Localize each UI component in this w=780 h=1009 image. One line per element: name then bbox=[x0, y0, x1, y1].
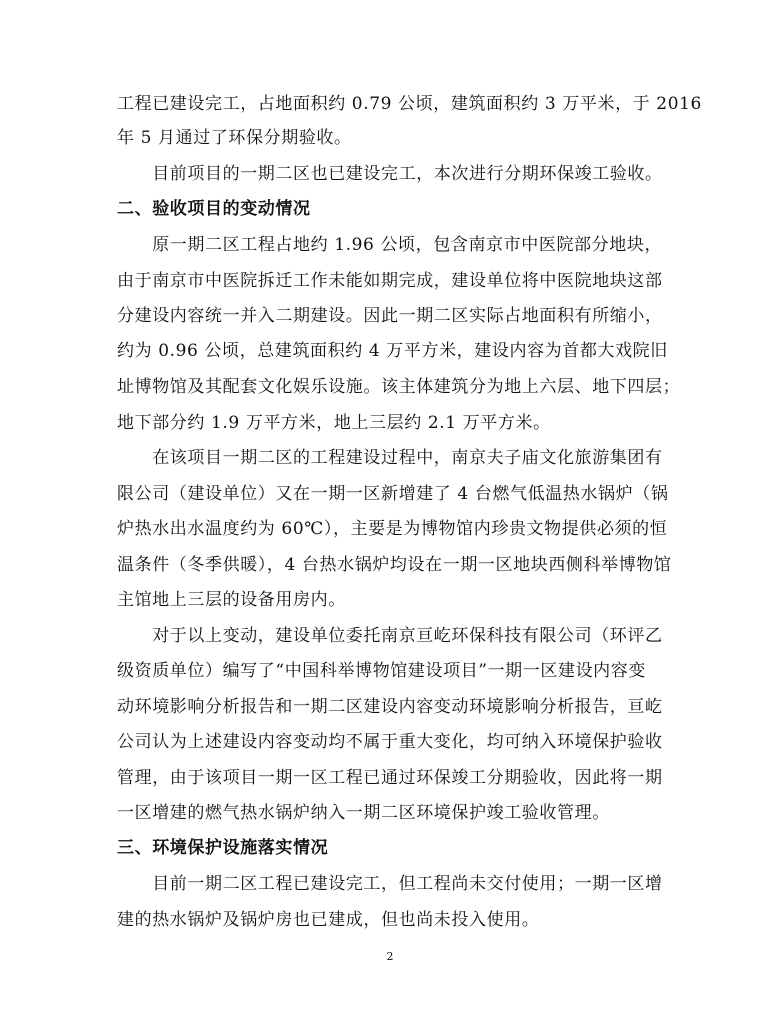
paragraph-line: 约为 0.96 公顷，总建筑面积约 4 万平方米，建设内容为首都大戏院旧 bbox=[117, 341, 668, 361]
paragraph-line: 限公司（建设单位）又在一期一区新增建了 4 台燃气低温热水锅炉（锅 bbox=[117, 484, 669, 504]
paragraph-line: 分建设内容统一并入二期建设。因此一期二区实际占地面积有所缩小， bbox=[117, 306, 663, 326]
paragraph-line: 工程已建设完工，占地面积约 0.79 公顷，建筑面积约 3 万平米，于 2016 bbox=[117, 94, 702, 114]
paragraph-line: 目前项目的一期二区也已建设完工，本次进行分期环保竣工验收。 bbox=[117, 164, 663, 184]
paragraph-line: 目前一期二区工程已建设完工，但工程尚未交付使用；一期一区增 bbox=[117, 874, 663, 894]
paragraph-line: 一区增建的燃气热水锅炉纳入一期二区环境保护竣工验收管理。 bbox=[117, 803, 610, 823]
paragraph-line: 炉热水出水温度约为 60℃），主要是为博物馆内珍贵文物提供必须的恒 bbox=[117, 519, 668, 539]
paragraph-line: 动环境影响分析报告和一期二区建设内容变动环境影响分析报告，亘屹 bbox=[117, 697, 663, 717]
page-number: 2 bbox=[386, 950, 394, 963]
section-heading: 二、验收项目的变动情况 bbox=[117, 199, 311, 219]
paragraph-line: 对于以上变动，建设单位委托南京亘屹环保科技有限公司（环评乙 bbox=[117, 626, 663, 646]
paragraph-line: 级资质单位）编写了“中国科举博物馆建设项目”一期一区建设内容变 bbox=[117, 661, 646, 681]
paragraph-line: 建的热水锅炉及锅炉房也已建成，但也尚未投入使用。 bbox=[117, 910, 540, 930]
paragraph-line: 地下部分约 1.9 万平方米，地上三层约 2.1 万平方米。 bbox=[117, 413, 551, 433]
paragraph-line: 公司认为上述建设内容变动均不属于重大变化，均可纳入环境保护验收 bbox=[117, 732, 663, 752]
paragraph-line: 管理，由于该项目一期一区工程已通过环保竣工分期验收，因此将一期 bbox=[117, 768, 663, 788]
paragraph-line: 由于南京市中医院拆迁工作未能如期完成，建设单位将中医院地块这部 bbox=[117, 271, 663, 291]
paragraph-line: 在该项目一期二区的工程建设过程中，南京夫子庙文化旅游集团有 bbox=[117, 448, 663, 468]
paragraph-line: 原一期二区工程占地约 1.96 公顷，包含南京市中医院部分地块， bbox=[117, 235, 663, 255]
section-heading: 三、环境保护设施落实情况 bbox=[117, 838, 329, 858]
paragraph-line: 主馆地上三层的设备用房内。 bbox=[117, 590, 346, 610]
paragraph-line: 年 5 月通过了环保分期验收。 bbox=[117, 128, 352, 148]
paragraph-line: 温条件（冬季供暖），4 台热水锅炉均设在一期一区地块西侧科举博物馆 bbox=[117, 555, 672, 575]
paragraph-line: 址博物馆及其配套文化娱乐设施。该主体建筑分为地上六层、地下四层； bbox=[117, 377, 681, 397]
